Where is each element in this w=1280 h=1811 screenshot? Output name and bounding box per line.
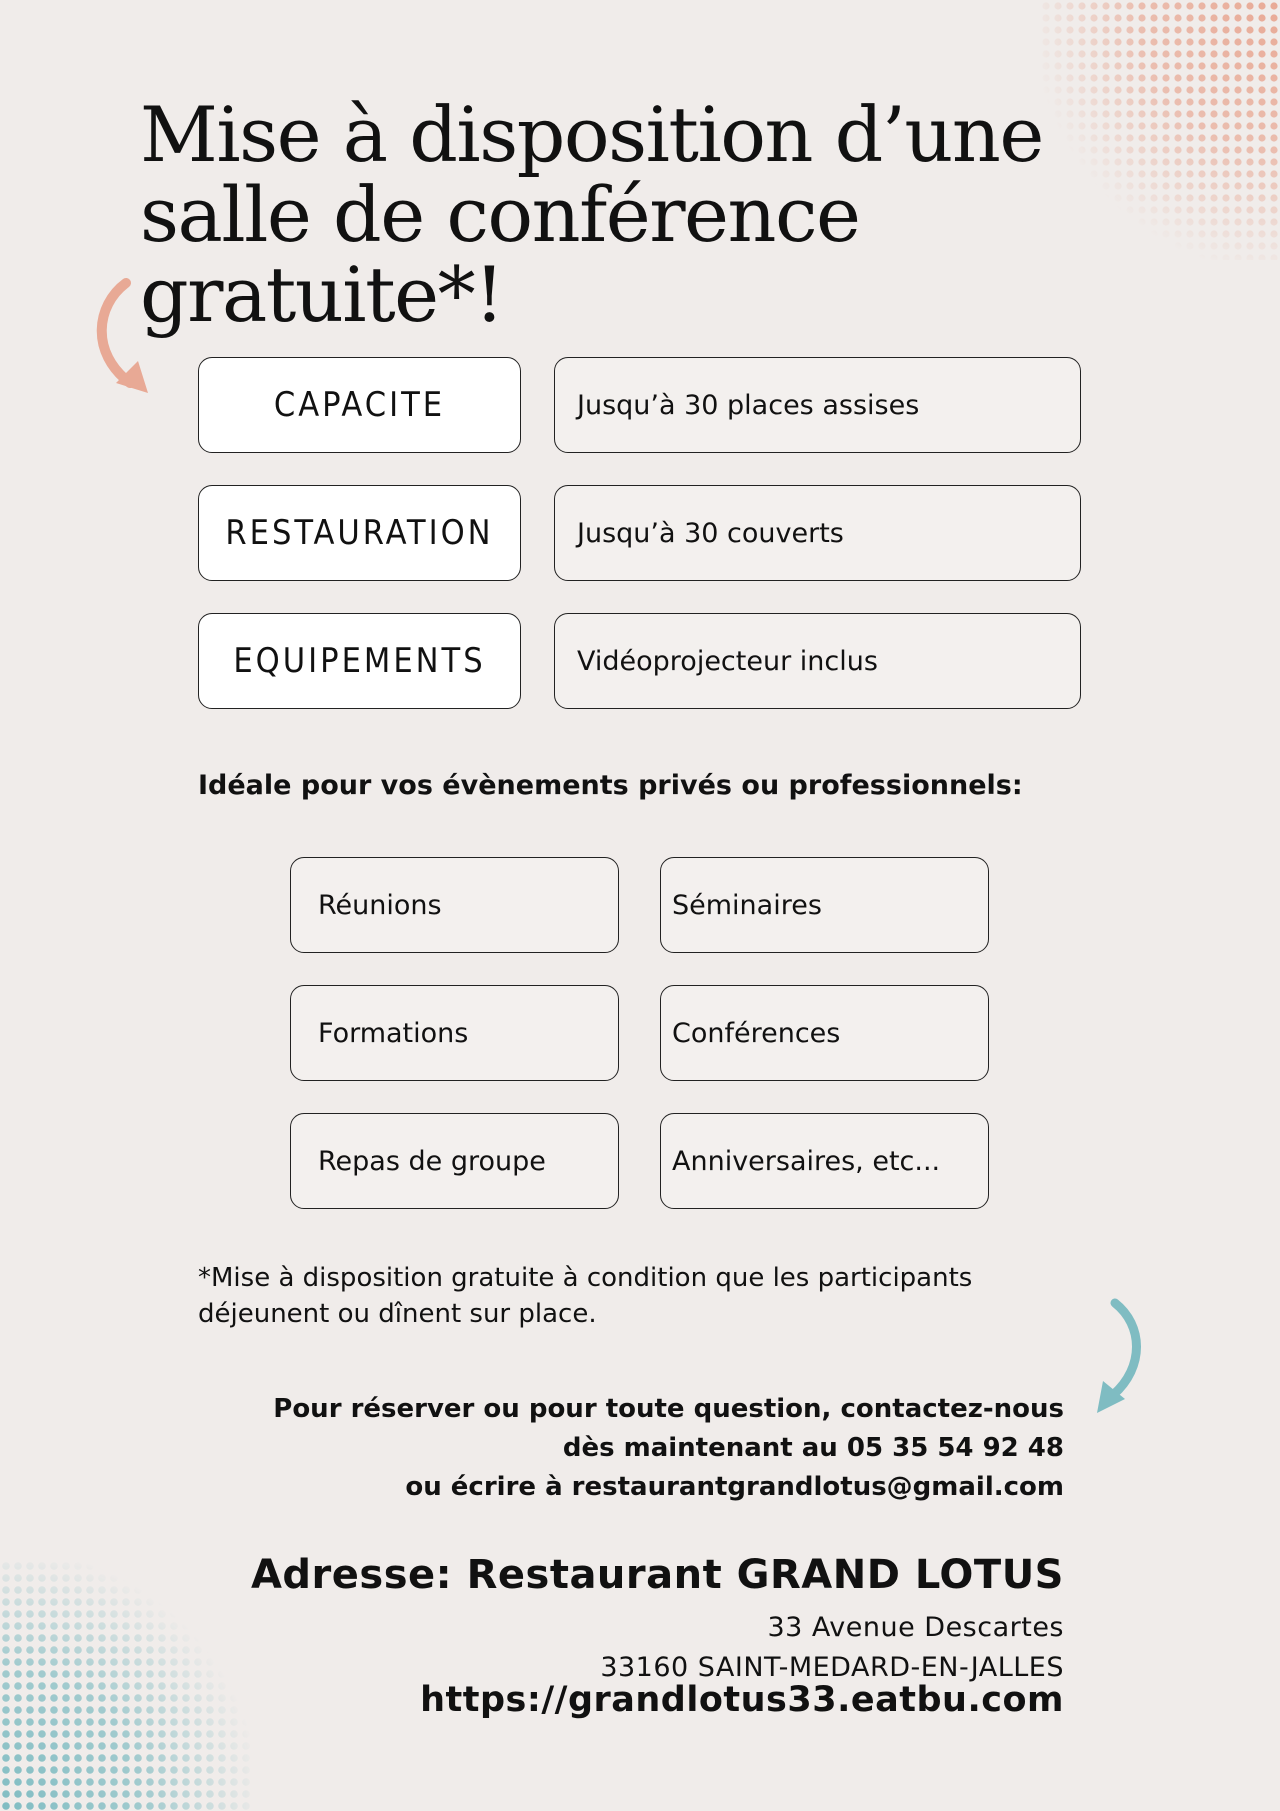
- contact-info: [273, 1390, 1064, 1507]
- title-line-2: salle de conférence gratuite*!: [140, 170, 860, 339]
- curved-arrow-icon: [86, 275, 156, 400]
- address-title: Adresse: Restaurant GRAND LOTUS: [250, 1552, 1064, 1598]
- feature-value-capacite: Jusqu’à 30 places assises: [554, 357, 1081, 453]
- event-tag-anniversaires: Anniversaires, etc...: [660, 1113, 989, 1209]
- footnote: [198, 1260, 1098, 1332]
- website-link[interactable]: https://grandlotus33.eatbu.com: [420, 1680, 1064, 1720]
- event-tag-conferences: Conférences: [660, 985, 989, 1081]
- feature-label-restauration: RESTAURATION: [198, 485, 521, 581]
- feature-label-equipements: EQUIPEMENTS: [198, 613, 521, 709]
- ideal-heading: Idéale pour vos évènements privés ou professionnels:: [198, 770, 1023, 801]
- event-tag-reunions: Réunions: [290, 857, 619, 953]
- contact-line-3[interactable]: ou écrire à restaurantgrandlotus@gmail.com: [405, 1472, 1064, 1502]
- footnote-line-2: déjeunent ou dînent sur place.: [198, 1299, 597, 1329]
- contact-line-1: Pour réserver ou pour toute question, contactez-nous: [273, 1394, 1064, 1424]
- feature-label-capacite: CAPACITE: [198, 357, 521, 453]
- address-street: 33 Avenue Descartes: [767, 1612, 1064, 1643]
- event-tag-seminaires: Séminaires: [660, 857, 989, 953]
- contact-line-2: dès maintenant au 05 35 54 92 48: [562, 1433, 1064, 1463]
- event-tag-formations: Formations: [290, 985, 619, 1081]
- address-city: 33160 SAINT-MEDARD-EN-JALLES: [600, 1652, 1064, 1683]
- feature-value-restauration: Jusqu’à 30 couverts: [554, 485, 1081, 581]
- event-tag-repas-de-groupe: Repas de groupe: [290, 1113, 619, 1209]
- curved-arrow-icon-teal: [1095, 1295, 1155, 1415]
- page-title: [140, 90, 1240, 339]
- feature-value-equipements: Vidéoprojecteur inclus: [554, 613, 1081, 709]
- footnote-line-1: *Mise à disposition gratuite à condition que les participants: [198, 1263, 973, 1293]
- halftone-dots-bottom-left: [0, 1560, 250, 1811]
- title-line-1: Mise à disposition d’une: [140, 90, 1043, 179]
